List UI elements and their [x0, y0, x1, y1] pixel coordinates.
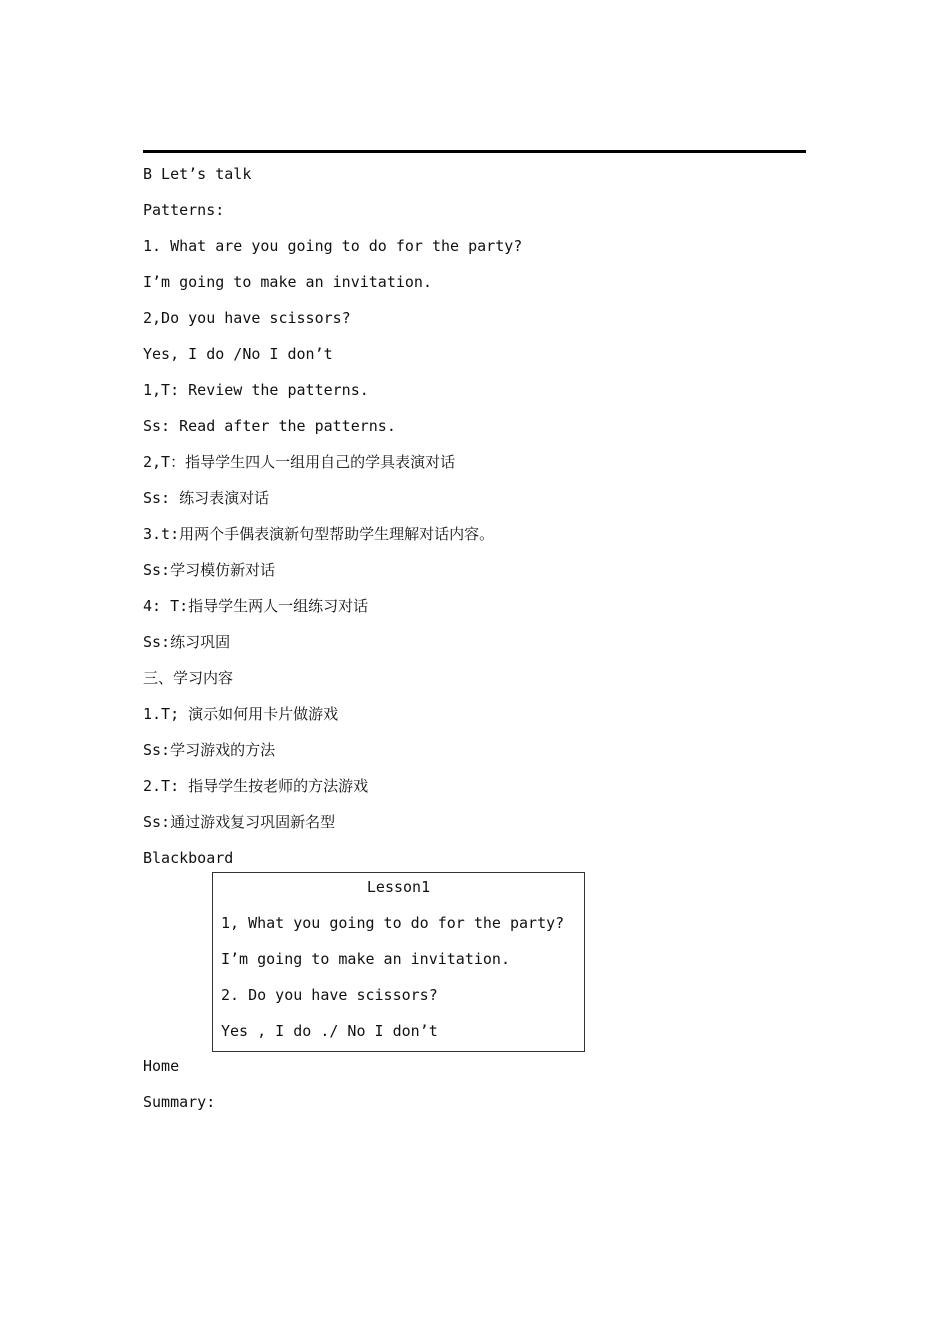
homework-label: Home [143, 1057, 180, 1075]
step-students-4: Ss:练习巩固 [143, 633, 231, 651]
step-teacher-1: 1,T: Review the patterns. [143, 381, 369, 399]
document-body [143, 164, 806, 1128]
blackboard-box [212, 872, 585, 1052]
step-students-2: Ss: 练习表演对话 [143, 489, 270, 507]
step-teacher-4: 4: T:指导学生两人一组练习对话 [143, 597, 369, 615]
blackboard-line: I’m going to make an invitation. [221, 950, 510, 968]
header-rule [143, 150, 806, 153]
pattern-question-1: 1. What are you going to do for the party? [143, 237, 523, 255]
section-heading: B Let’s talk [143, 165, 252, 183]
blackboard-line: Yes , I do ./ No I don’t [221, 1022, 438, 1040]
blackboard-line: 2. Do you have scissors? [221, 986, 438, 1004]
activity-teacher-2: 2.T: 指导学生按老师的方法游戏 [143, 777, 369, 795]
pattern-answer-1: I’m going to make an invitation. [143, 273, 432, 291]
blackboard-title: Lesson1 [366, 878, 431, 896]
pattern-answer-2: Yes, I do /No I don’t [143, 345, 333, 363]
step-teacher-2: 2,T：指导学生四人一组用自己的学具表演对话 [143, 453, 456, 471]
activity-students-2: Ss:通过游戏复习巩固新名型 [143, 813, 336, 831]
step-students-1: Ss: Read after the patterns. [143, 417, 396, 435]
summary-label: Summary: [143, 1093, 216, 1111]
pattern-question-2: 2,Do you have scissors? [143, 309, 351, 327]
activity-students-1: Ss:学习游戏的方法 [143, 741, 276, 759]
blackboard-label: Blackboard [143, 849, 234, 867]
step-students-3: Ss:学习模仿新对话 [143, 561, 276, 579]
blackboard-line: 1, What you going to do for the party? [221, 914, 565, 932]
patterns-label: Patterns: [143, 201, 225, 219]
activity-teacher-1: 1.T; 演示如何用卡片做游戏 [143, 705, 339, 723]
section-heading-3: 三、学习内容 [143, 669, 234, 687]
step-teacher-3: 3.t:用两个手偶表演新句型帮助学生理解对话内容。 [143, 525, 495, 543]
